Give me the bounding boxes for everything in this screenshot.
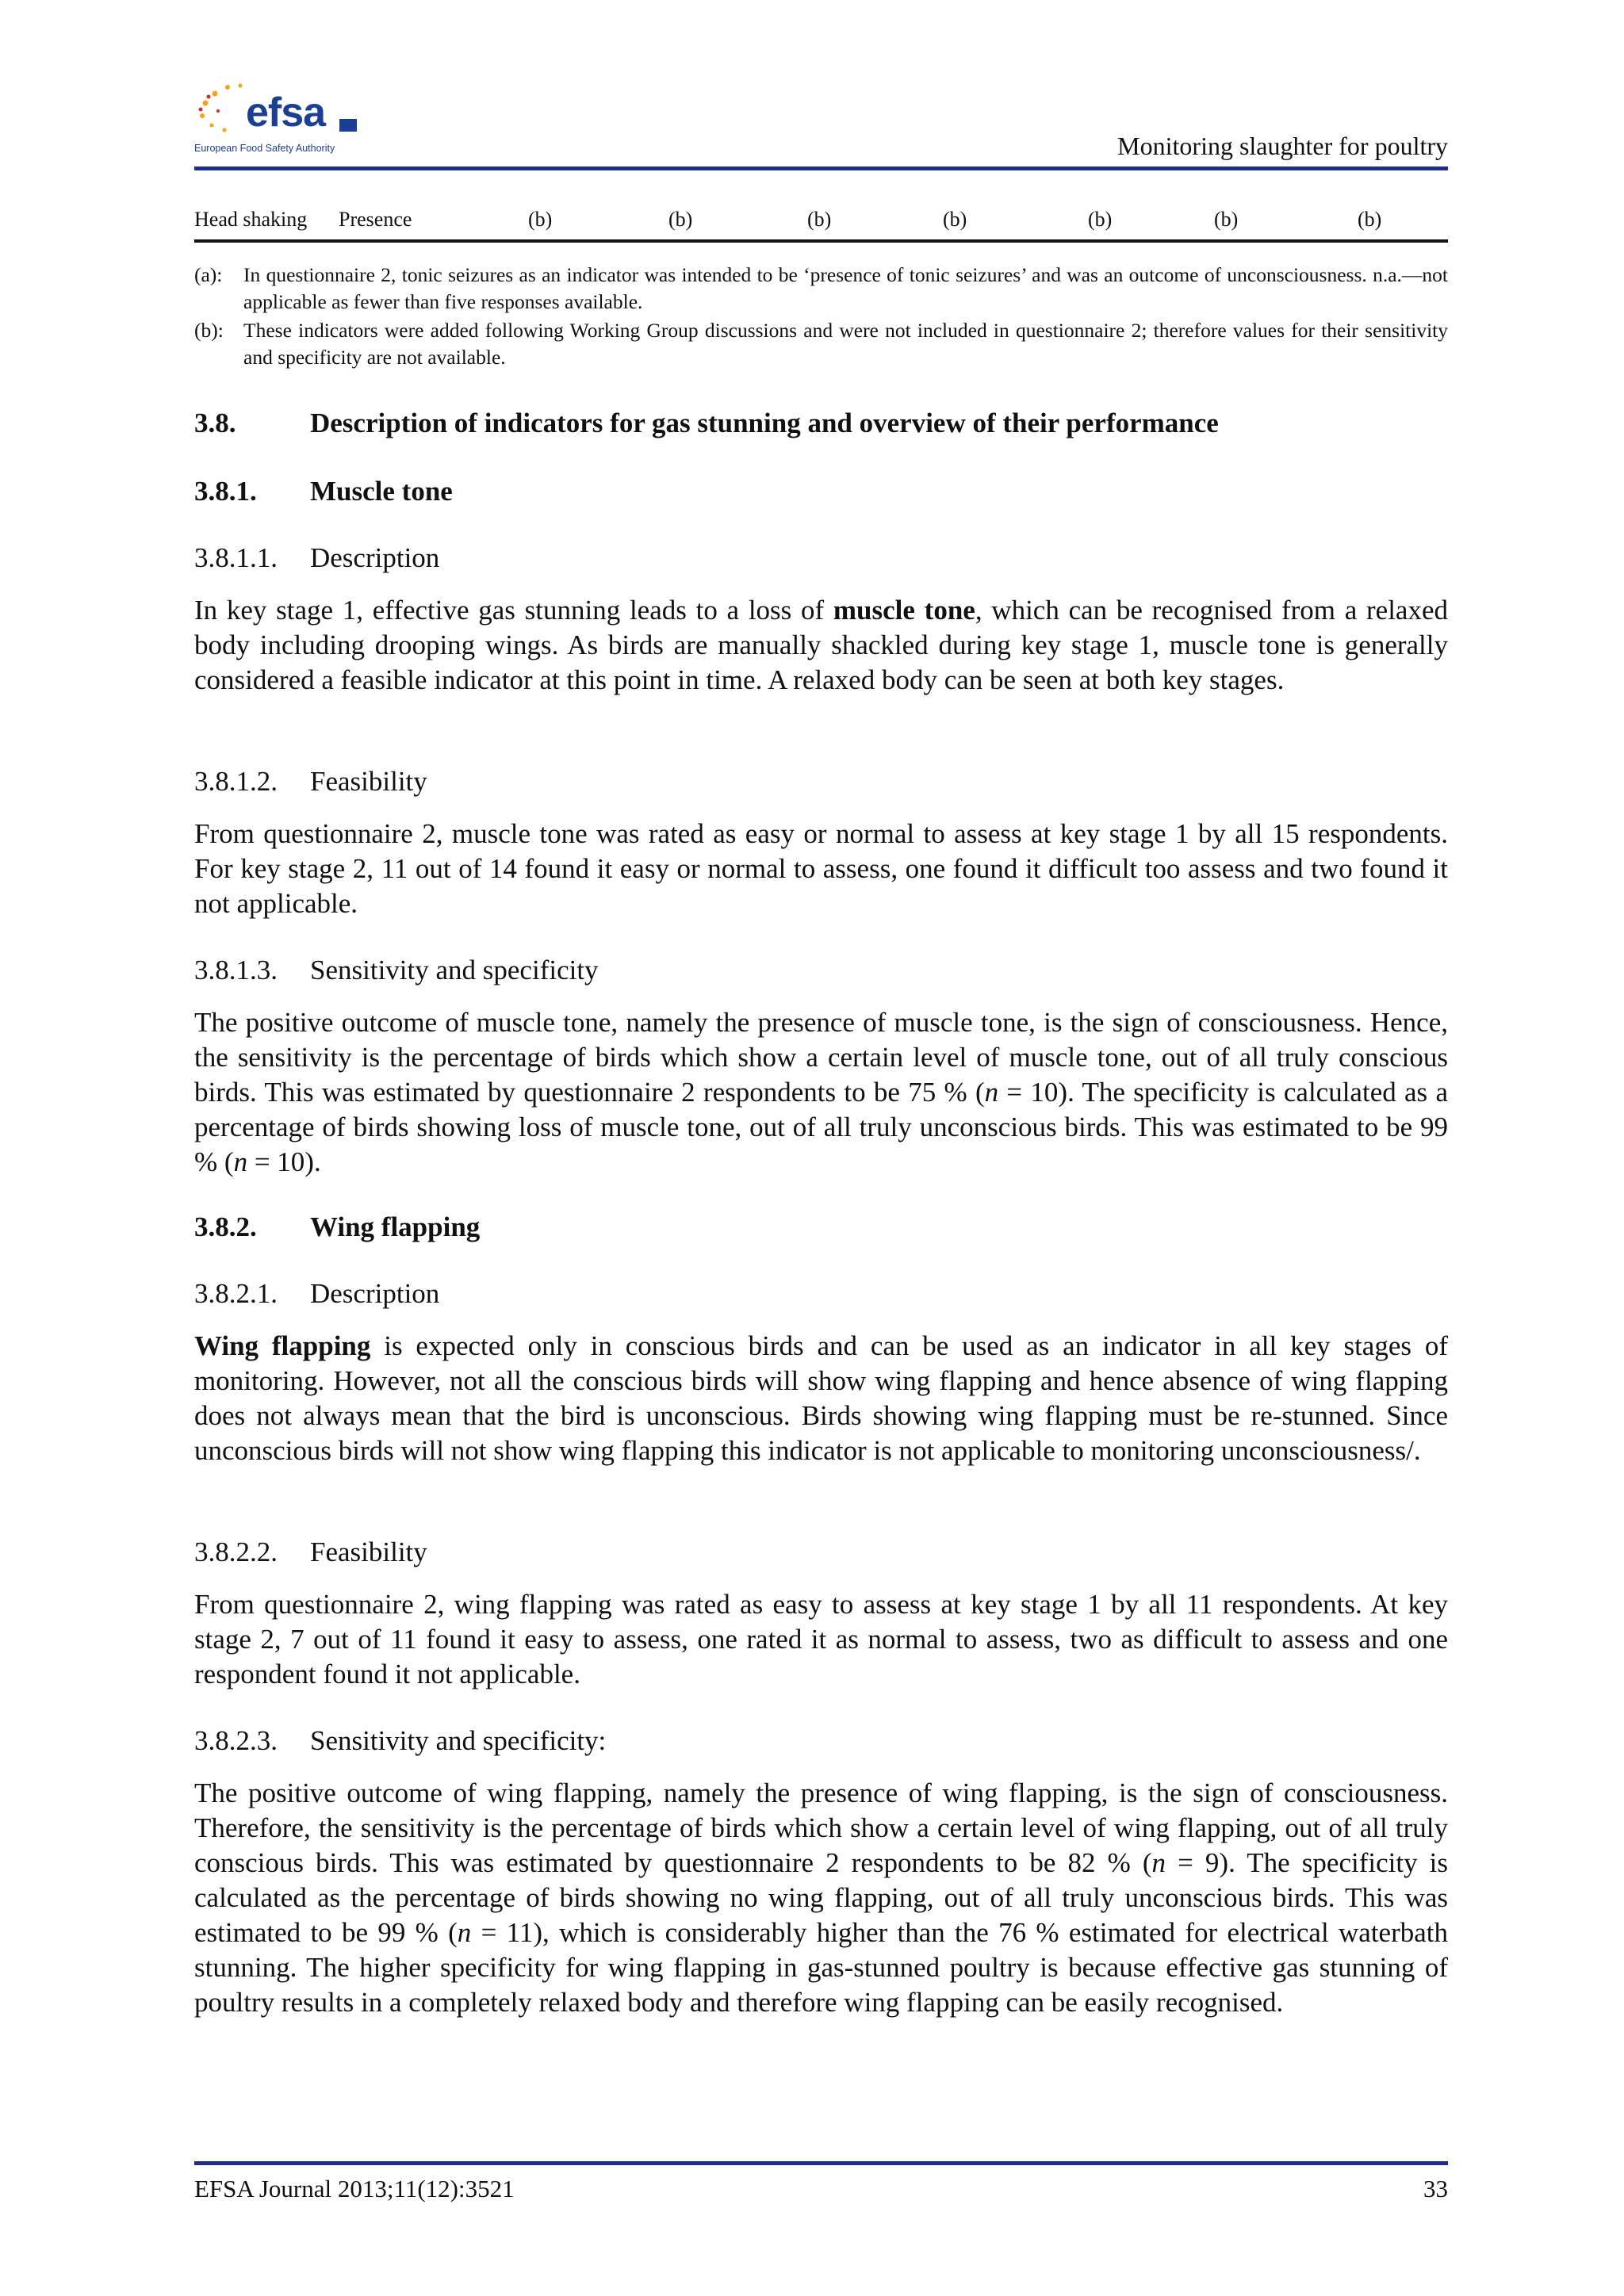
table-cell-indicator: Head shaking	[194, 208, 308, 231]
heading-title: Description	[310, 542, 440, 573]
logo-subtitle: European Food Safety Authority	[194, 143, 335, 154]
eu-flag-icon	[339, 119, 357, 132]
term-wing-flapping: Wing flapping	[194, 1330, 371, 1361]
paragraph-wing-flapping-feasibility: From questionnaire 2, wing flapping was rated as easy to assess at key stage 1 by all 11 respondents. At key stage 2, 7 out of 11 found it easy to assess, one rated it as normal to assess, two as difficult to assess and one respondent found it not applicable.	[194, 1589, 1448, 1689]
table-footnote-a	[194, 262, 1448, 316]
heading-number: 3.8.1.2.	[194, 766, 278, 797]
paragraph-wing-flapping-sensitivity: The positive outcome of wing flapping, namely the presence of wing flapping, is the sign of consciousness. Therefore, the sensitivity is the percentage of birds which show a certain level of wing flapping, out of all truly conscious birds. This was estimated by questionnaire 2 respondents to be 82 % (n = 9). The specificity is calculated as the percentage of birds showing no wing flapping, out of all truly unconscious birds. This was estimated to be 99 % (n = 11), which is considerably higher than the 76 % estimated for electrical waterbath stunning. The higher specificity for wing flapping in gas-stunned poultry is because effective gas stunning of poultry results in a completely relaxed body and therefore wing flapping can be easily recognised.	[194, 1777, 1449, 2018]
table-bottom-rule	[194, 239, 1448, 243]
heading-number: 3.8.1.1.	[194, 542, 278, 573]
heading-number: 3.8.2.1.	[194, 1278, 278, 1309]
heading-title: Sensitivity and specificity:	[310, 1725, 607, 1756]
subsection-title: Wing flapping	[310, 1211, 481, 1242]
section-title: Description of indicators for gas stunning and overview of their performance	[310, 408, 1219, 438]
heading-muscle-tone-description	[194, 542, 439, 574]
heading-number: 3.8.1.3.	[194, 955, 278, 985]
page-footer	[194, 2175, 1448, 2203]
footnote-mark: (a):	[194, 263, 223, 286]
table-cell: (b)	[1214, 208, 1239, 231]
subsection-number: 3.8.1.	[194, 476, 257, 507]
table-cell: (b)	[807, 208, 832, 231]
subsection-number: 3.8.2.	[194, 1211, 257, 1242]
paragraph-wing-flapping-description: Wing flapping is expected only in conscious birds and can be used as an indicator in all key stages of monitoring. However, not all the conscious birds will show wing flapping and hence absence of wing flapping does not always mean that the bird is unconscious. Birds showing wing flapping must be re-stunned. Since unconscious birds will not show wing flapping this indicator is not applicable to monitoring unconsciousness/.	[194, 1330, 1448, 1466]
subsection-heading-muscle-tone	[194, 476, 453, 507]
heading-title: Sensitivity and specificity	[310, 955, 599, 985]
footnote-text: These indicators were added following Working Group discussions and were not included in questionnaire 2; therefore values for their sensitivity and specificity are not available.	[243, 319, 1448, 369]
table-cell-outcome: Presence	[339, 208, 412, 231]
heading-wing-flapping-feasibility	[194, 1536, 427, 1568]
table-cell: (b)	[1358, 208, 1382, 231]
footer-rule	[194, 2161, 1448, 2165]
paragraph-muscle-tone-feasibility: From questionnaire 2, muscle tone was rated as easy or normal to assess at key stage 1 by all 15 respondents. For key stage 2, 11 out of 14 found it easy or normal to assess, one found it difficult too assess and two found it not applicable.	[194, 818, 1448, 919]
heading-title: Feasibility	[310, 766, 427, 797]
subsection-title: Muscle tone	[310, 476, 453, 507]
heading-wing-flapping-description	[194, 1278, 439, 1310]
paragraph-muscle-tone-description: In key stage 1, effective gas stunning leads to a loss of muscle tone, which can be recognised from a relaxed body including drooping wings. As birds are manually shackled during key stage 1, muscle tone is generally considered a feasible indicator at this point in time. A relaxed body can be seen at both key stages.	[194, 595, 1448, 695]
heading-number: 3.8.2.2.	[194, 1536, 278, 1567]
table-row	[194, 208, 1448, 239]
section-number: 3.8.	[194, 408, 236, 438]
heading-number: 3.8.2.3.	[194, 1725, 278, 1756]
subsection-heading-wing-flapping	[194, 1211, 480, 1243]
section-heading	[194, 408, 1219, 439]
footnote-mark: (b):	[194, 319, 224, 342]
table-footnote-b	[194, 317, 1448, 371]
running-title: Monitoring slaughter for poultry	[1117, 132, 1448, 160]
journal-citation: EFSA Journal 2013;11(12):3521	[194, 2175, 515, 2202]
term-muscle-tone: muscle tone	[833, 595, 975, 626]
paragraph-muscle-tone-sensitivity: The positive outcome of muscle tone, namely the presence of muscle tone, is the sign of consciousness. Hence, the sensitivity is the percentage of birds which show a certain level of muscle tone, out of all truly conscious birds. This was estimated by questionnaire 2 respondents to be 75 % (n = 10). The specificity is calculated as a percentage of birds showing loss of muscle tone, out of all truly unconscious birds. This was estimated to be 99 % (n = 10).	[194, 1007, 1448, 1177]
table-cell: (b)	[668, 208, 693, 231]
logo-text: efsa	[246, 90, 326, 136]
footnote-text: In questionnaire 2, tonic seizures as an indicator was intended to be ‘presence of tonic seizures’ and was an outcome of unconsciousness. n.a.—not applicable as fewer than five responses available.	[243, 263, 1448, 313]
page-number: 33	[1423, 2175, 1448, 2202]
heading-title: Feasibility	[310, 1536, 427, 1567]
heading-title: Description	[310, 1278, 440, 1309]
heading-muscle-tone-feasibility	[194, 766, 427, 798]
table-cell: (b)	[1088, 208, 1113, 231]
heading-wing-flapping-sensitivity	[194, 1725, 606, 1757]
heading-muscle-tone-sensitivity	[194, 955, 599, 986]
table-cell: (b)	[943, 208, 967, 231]
table-cell: (b)	[528, 208, 553, 231]
header-rule	[194, 166, 1448, 170]
